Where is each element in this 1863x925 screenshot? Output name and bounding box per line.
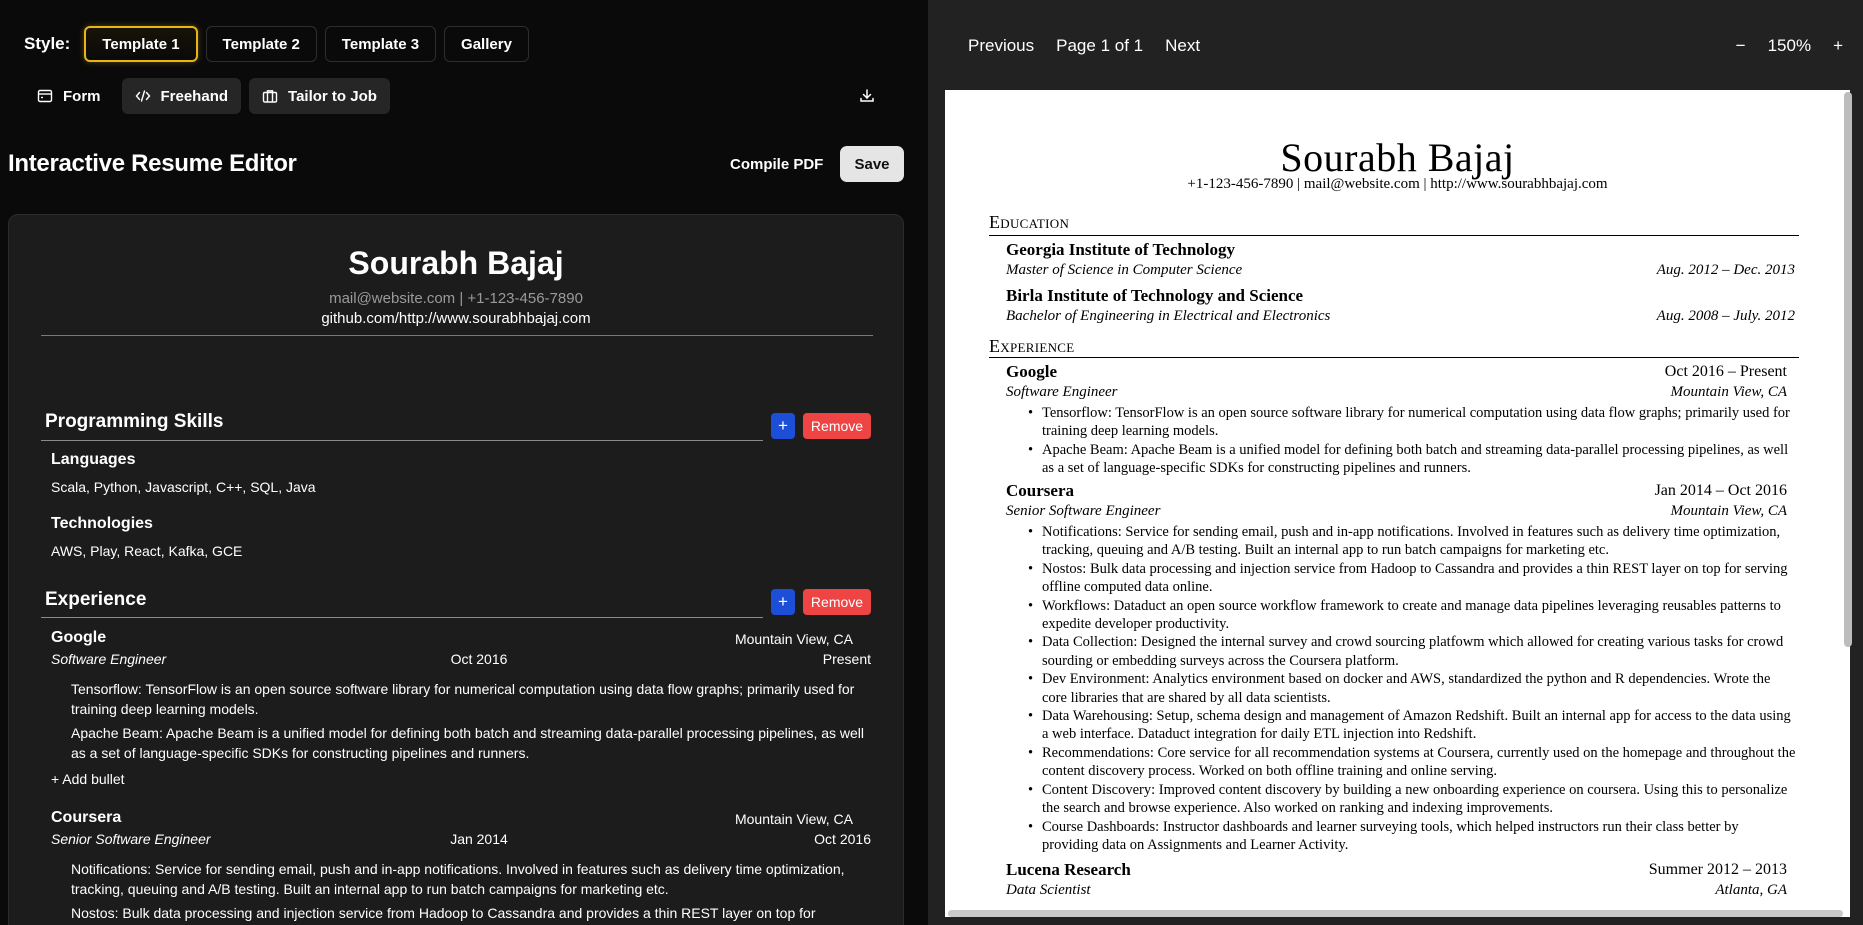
- pdf-bullet: • Content Discovery: Improved content discovery by building a new onboarding experience on coursera. Using this to personalize the search and browse experience. Also worked on ranking and indexing improvements.: [1042, 781, 1798, 818]
- gallery-button[interactable]: Gallery: [444, 26, 529, 62]
- languages-label[interactable]: Languages: [51, 451, 136, 468]
- pdf-bullet: • Nostos: Bulk data processing and injection service from Hadoop to Cassandra and provides a thin REST layer on top for serving offline computed data online.: [1042, 560, 1798, 597]
- job-company[interactable]: Google: [51, 629, 107, 646]
- freehand-mode-button[interactable]: [122, 78, 242, 114]
- download-icon: [859, 88, 875, 104]
- pdf-bullet: • Data Warehousing: Setup, schema design and management of Amazon Redshift. Built an internal app for access to the data using a web interface. Dataduct integration for daily ETL injection into Redshift.: [1042, 707, 1798, 744]
- job-location[interactable]: Mountain View, CA: [734, 631, 853, 647]
- form-mode-button[interactable]: [24, 78, 114, 114]
- job-role[interactable]: Senior Software Engineer: [51, 831, 211, 847]
- compile-pdf-button[interactable]: Compile PDF: [730, 155, 824, 173]
- pdf-bullet: • Recommendations: Core service for all recommendation systems at Coursera, currently used on the homepage and throughout the content discovery process. Worked on both offline training and online serving.: [1042, 744, 1798, 781]
- pdf-role: Data Scientist: [1006, 882, 1091, 898]
- job-start-date[interactable]: Jan 2014: [450, 831, 508, 847]
- editor-pane: [0, 0, 928, 925]
- pdf-company: Lucena Research: [1006, 860, 1131, 879]
- pdf-role: Senior Software Engineer: [1006, 503, 1161, 519]
- pdf-bullet: • Apache Beam: Apache Beam is a unified model for defining both batch and streaming data-parallel processing pipelines, as well as a set of language-specific SDKs for constructing pipelines and runners.: [1042, 441, 1798, 478]
- pdf-company: Coursera: [1006, 481, 1074, 500]
- zoom-level: 150%: [1767, 36, 1812, 55]
- pdf-name: Sourabh Bajaj: [1280, 135, 1515, 180]
- pdf-job-dates: Oct 2016 – Present: [1664, 363, 1787, 380]
- pdf-bullet: • Dev Environment: Analytics environment based on docker and AWS, standardized the python and R dependencies. Wrote the core libraries that are shared by all data scientists.: [1042, 670, 1798, 707]
- job-bullet[interactable]: Tensorflow: TensorFlow is an open source software library for numerical computation using data flow graphs; primarily used for training deep learning models.: [71, 681, 855, 717]
- template-2-button[interactable]: Template 2: [206, 26, 317, 62]
- style-label: Style:: [24, 34, 71, 53]
- pdf-bullet: • Workflows: Dataduct an open source workflow framework to create and manage data pipelines leveraging reusables patterns to expedite developer productivity.: [1042, 597, 1798, 634]
- pdf-bullet: • Tensorflow: TensorFlow is an open source software library for numerical computation using data flow graphs; primarily used for training deep learning models.: [1042, 404, 1798, 441]
- job-bullet[interactable]: Notifications: Service for sending email, push and in-app notifications. Involved in features such as delivery time optimization, tracking, queuing and A/B testing. Built an internal app to run batch campaigns for marketing etc.: [71, 861, 845, 897]
- job-company[interactable]: Coursera: [51, 809, 122, 826]
- template-1-button[interactable]: Template 1: [84, 26, 197, 62]
- zoom-controls: [1736, 36, 1843, 56]
- add-bullet-button[interactable]: + Add bullet: [51, 771, 125, 787]
- resume-form-card: [8, 214, 904, 925]
- mode-tabs: [24, 78, 390, 114]
- pdf-experience-heading: Experience: [989, 336, 1075, 356]
- form-mode-label: Form: [63, 87, 101, 105]
- pdf-institution: Georgia Institute of Technology: [1006, 240, 1236, 259]
- pdf-bullet: • Course Dashboards: Instructor dashboards and learner surveying tools, which helped instructors run their class better by providing data on Assignments and Learner Activity.: [1042, 818, 1798, 855]
- pdf-pagination: [968, 36, 1200, 56]
- pdf-viewer-pane: [928, 0, 1863, 925]
- experience-divider: [41, 617, 763, 618]
- job-end-date[interactable]: Oct 2016: [814, 831, 871, 847]
- pdf-company: Google: [1006, 362, 1057, 381]
- pdf-experience-rule: [989, 357, 1799, 358]
- briefcase-icon: [262, 88, 278, 104]
- resume-name[interactable]: Sourabh Bajaj: [348, 245, 564, 281]
- page-title: Interactive Resume Editor: [8, 150, 297, 177]
- skills-heading[interactable]: Programming Skills: [45, 411, 224, 432]
- technologies-value[interactable]: AWS, Play, React, Kafka, GCE: [51, 543, 243, 559]
- zoom-in-button[interactable]: +: [1833, 36, 1843, 55]
- job-start-date[interactable]: Oct 2016: [450, 651, 508, 667]
- pdf-degree: Bachelor of Engineering in Electrical and Electronics: [1006, 308, 1331, 324]
- tailor-to-job-button[interactable]: [249, 78, 390, 114]
- header-divider: [41, 335, 873, 336]
- next-page-button[interactable]: Next: [1165, 36, 1201, 55]
- save-button[interactable]: Save: [840, 146, 904, 182]
- pdf-degree: Master of Science in Computer Science: [1006, 262, 1243, 278]
- pdf-education-dates: Aug. 2008 – July. 2012: [1656, 308, 1795, 324]
- pdf-location: Mountain View, CA: [1670, 384, 1787, 400]
- pdf-contact: +1-123-456-7890 | mail@website.com | http://www.sourabhbajaj.com: [1187, 176, 1608, 192]
- zoom-out-button[interactable]: −: [1735, 36, 1746, 55]
- form-icon: [37, 88, 53, 104]
- template-selector: [24, 26, 529, 62]
- job-bullet[interactable]: Nostos: Bulk data processing and injection service from Hadoop to Cassandra and provides a thin REST layer on top for: [71, 905, 816, 921]
- pdf-role: Software Engineer: [1006, 384, 1118, 400]
- remove-skills-button[interactable]: Remove: [803, 413, 871, 439]
- pdf-horizontal-scrollbar[interactable]: [948, 910, 1843, 917]
- previous-page-button[interactable]: Previous: [968, 36, 1035, 55]
- freehand-mode-label: Freehand: [160, 87, 229, 105]
- pdf-page: [945, 90, 1850, 917]
- pdf-institution: Birla Institute of Technology and Science: [1006, 286, 1304, 305]
- job-bullet[interactable]: Apache Beam: Apache Beam is a unified model for defining both batch and streaming data-parallel processing pipelines, as well as a set of language-specific SDKs for constructing pipelines and runners.: [71, 725, 865, 761]
- code-icon: [135, 88, 151, 104]
- pdf-job-dates: Summer 2012 – 2013: [1648, 861, 1787, 878]
- pdf-vertical-scrollbar[interactable]: [1844, 92, 1852, 647]
- pdf-bullet: • Notifications: Service for sending email, push and in-app notifications. Involved in features such as delivery time optimization, tracking, queuing and A/B testing. Built an internal app to run batch campaigns for marketing etc.: [1042, 523, 1798, 560]
- pdf-bullet: • Data Collection: Designed the internal survey and crowd sourcing platfowm which allowed for creating various tasks for crowd sourding or embedding surveys across the Coursera platform.: [1042, 633, 1798, 670]
- technologies-label[interactable]: Technologies: [51, 515, 153, 532]
- resume-website[interactable]: github.com/http://www.sourabhbajaj.com: [321, 310, 591, 327]
- pdf-education-heading: Education: [989, 212, 1070, 232]
- job-role[interactable]: Software Engineer: [51, 651, 167, 667]
- skills-divider: [41, 440, 763, 441]
- page-indicator: Page 1 of 1: [1056, 36, 1144, 55]
- job-end-date[interactable]: Present: [822, 651, 871, 667]
- pdf-location: Atlanta, GA: [1715, 882, 1787, 898]
- pdf-bullet-list: [1042, 404, 1798, 478]
- resume-contact[interactable]: mail@website.com | +1-123-456-7890: [329, 290, 583, 307]
- template-3-button[interactable]: Template 3: [325, 26, 436, 62]
- pdf-education-rule: [989, 235, 1799, 236]
- add-experience-button[interactable]: +: [771, 589, 795, 615]
- tailor-to-job-label: Tailor to Job: [288, 87, 377, 105]
- remove-experience-button[interactable]: Remove: [803, 589, 871, 615]
- languages-value[interactable]: Scala, Python, Javascript, C++, SQL, Java: [51, 479, 316, 495]
- download-button[interactable]: [855, 84, 879, 108]
- pdf-bullet-list: [1042, 523, 1798, 854]
- job-location[interactable]: Mountain View, CA: [734, 811, 853, 827]
- add-skill-button[interactable]: +: [771, 413, 795, 439]
- pdf-education-dates: Aug. 2012 – Dec. 2013: [1656, 262, 1795, 278]
- pdf-job-dates: Jan 2014 – Oct 2016: [1654, 482, 1787, 499]
- experience-heading[interactable]: Experience: [45, 589, 147, 610]
- pdf-location: Mountain View, CA: [1670, 503, 1787, 519]
